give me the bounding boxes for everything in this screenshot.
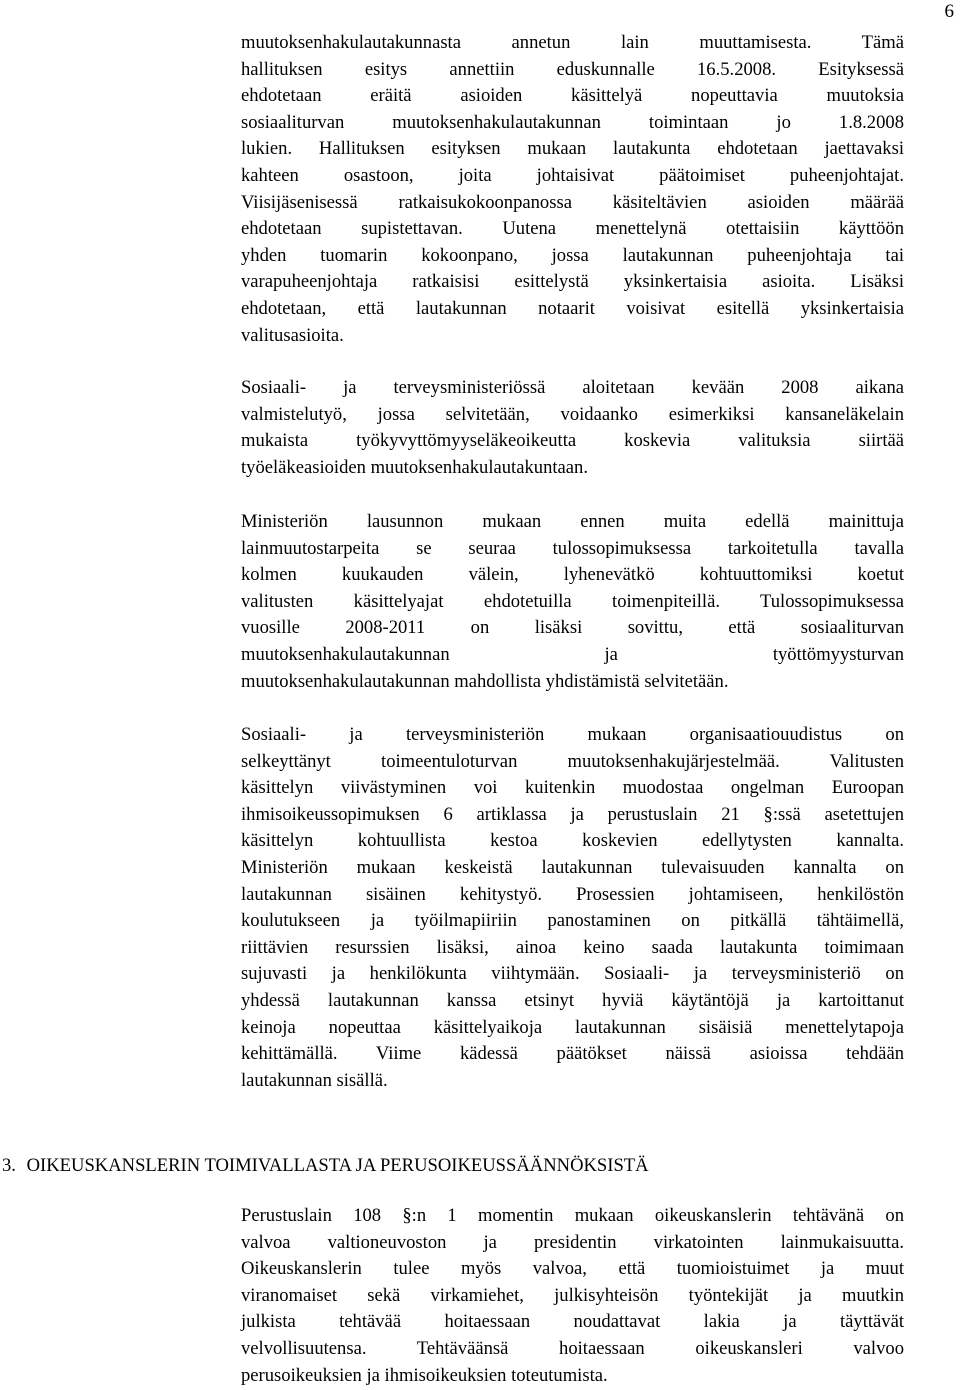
text-line: Perustuslain 108 §:n 1 momentin mukaan oikeuskanslerin tehtävänä on	[241, 1205, 904, 1226]
text-line: Oikeuskanslerin tulee myös valvoa, että tuomioistuimet ja muut	[241, 1258, 904, 1280]
text-line: valitusasioita.	[241, 324, 344, 346]
paragraph-2	[241, 375, 904, 481]
text-line: valmistelutyö, jossa selvitetään, voidaanko esimerkiksi kansaneläkelain	[241, 403, 904, 425]
text-line: viranomaiset sekä virkamiehet, julkisyhteisön työntekijät ja muutkin	[241, 1284, 904, 1306]
text-line: lainmuutostarpeita se seuraa tulossopimuksessa tarkoitetulla tavalla	[241, 537, 904, 559]
section-title: OIKEUSKANSLERIN TOIMIVALLASTA JA PERUSOIKEUSSÄÄNNÖKSISTÄ	[26, 1155, 649, 1176]
text-line: muutoksenhakulautakunnan mahdollista yhdistämistä selvitetään.	[241, 670, 729, 692]
text-line: valitusten käsittelyajat ehdotetuilla toimenpiteillä. Tulossopimuksessa	[241, 590, 904, 612]
text-line: muutoksenhakulautakunnan ja työttömyysturvan	[241, 643, 904, 665]
text-line: sosiaaliturvan muutoksenhakulautakunnan toimintaan jo 1.8.2008	[241, 111, 904, 133]
text-line: valvoa valtioneuvoston ja presidentin virkatointen lainmukaisuutta.	[241, 1231, 904, 1253]
text-line: Viisijäsenisessä ratkaisukokoonpanossa käsiteltävien asioiden määrää	[241, 191, 904, 213]
text-line: Ministeriön lausunnon mukaan ennen muita edellä mainittuja	[241, 511, 904, 532]
text-line: Ministeriön mukaan keskeistä lautakunnan tulevaisuuden kannalta on	[241, 856, 904, 878]
text-line: yhdessä lautakunnan kanssa etsinyt hyviä käytäntöjä ja kartoittanut	[241, 989, 904, 1011]
paragraph-3	[241, 509, 904, 695]
section-number: 3.	[2, 1155, 16, 1176]
text-line: muutoksenhakulautakunnasta annetun lain muuttamisesta. Tämä	[241, 32, 904, 53]
text-line: Sosiaali- ja terveysministeriössä aloitetaan kevään 2008 aikana	[241, 377, 904, 398]
paragraph-4	[241, 722, 904, 1094]
text-line: ehdotetaan eräitä asioiden käsittelyä nopeuttavia muutoksia	[241, 85, 904, 107]
section-paragraph	[241, 1203, 904, 1389]
text-line: ihmisoikeussopimuksen 6 artiklassa ja perustuslain 21 §:ssä asetettujen	[241, 803, 904, 825]
text-line: perusoikeuksien ja ihmisoikeuksien toteutumista.	[241, 1364, 608, 1386]
text-line: kolmen kuukauden välein, lyhenevätkö kohtuuttomiksi koetut	[241, 564, 904, 586]
text-line: kehittämällä. Viime kädessä päätökset näissä asioissa tehdään	[241, 1043, 904, 1065]
text-line: käsittelyn viivästyminen voi kuitenkin muodostaa ongelman Euroopan	[241, 777, 904, 799]
text-line: koulutukseen ja työilmapiiriin panostaminen on pitkällä tähtäimellä,	[241, 910, 904, 932]
text-line: kahteen osastoon, joita johtaisivat päätoimiset puheenjohtajat.	[241, 164, 904, 186]
page-number: 6	[944, 1, 954, 22]
text-line: selkeyttänyt toimeentuloturvan muutoksenhakujärjestelmää. Valitusten	[241, 750, 904, 772]
text-line: käsittelyn kohtuullista kestoa koskevien edellytysten kannalta.	[241, 830, 904, 852]
text-line: keinoja nopeuttaa käsittelyaikoja lautakunnan sisäisiä menettelytapoja	[241, 1016, 904, 1038]
text-line: lautakunnan sisällä.	[241, 1069, 388, 1091]
text-line: hallituksen esitys annettiin eduskunnalle 16.5.2008. Esityksessä	[241, 58, 904, 80]
text-line: velvollisuutensa. Tehtäväänsä hoitaessaan oikeuskansleri valvoo	[241, 1337, 904, 1359]
text-line: sujuvasti ja henkilökunta viihtymään. Sosiaali- ja terveysministeriö on	[241, 963, 904, 985]
text-line: vuosille 2008-2011 on lisäksi sovittu, että sosiaaliturvan	[241, 617, 904, 639]
text-line: ehdotetaan supistettavan. Uutena menettelynä otettaisiin käyttöön	[241, 218, 904, 240]
text-line: riittävien resurssien lisäksi, ainoa keino saada lautakunta toimimaan	[241, 936, 904, 958]
text-line: työeläkeasioiden muutoksenhakulautakuntaan.	[241, 456, 588, 478]
text-line: mukaista työkyvyttömyyseläkeoikeutta koskevia valituksia siirtää	[241, 430, 904, 452]
text-line: yhden tuomarin kokoonpano, jossa lautakunnan puheenjohtaja tai	[241, 244, 904, 266]
text-line: Sosiaali- ja terveysministeriön mukaan organisaatiouudistus on	[241, 724, 904, 745]
text-line: varapuheenjohtaja ratkaisisi esittelystä yksinkertaisia asioita. Lisäksi	[241, 271, 904, 293]
section-heading	[2, 1153, 649, 1179]
text-line: lukien. Hallituksen esityksen mukaan lautakunta ehdotetaan jaettavaksi	[241, 138, 904, 160]
text-line: julkista tehtävää hoitaessaan noudattavat lakia ja täyttävät	[241, 1311, 904, 1333]
text-line: ehdotetaan, että lautakunnan notaarit voisivat esitellä yksinkertaisia	[241, 297, 904, 319]
paragraph-1	[241, 30, 904, 349]
text-line: lautakunnan sisäinen kehitystyö. Prosessien johtamiseen, henkilöstön	[241, 883, 904, 905]
